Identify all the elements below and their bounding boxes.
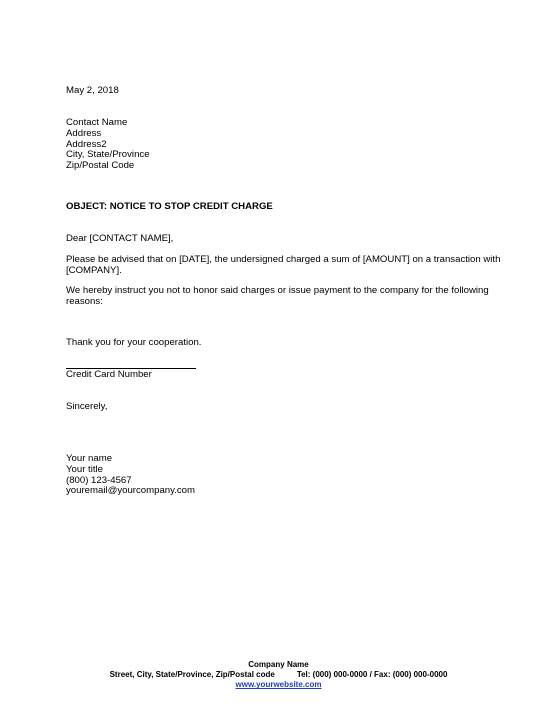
signature-email: youremail@yourcompany.com: [66, 485, 195, 497]
footer-address-contact: [0, 670, 557, 680]
footer-address: Street, City, State/Province, Zip/Postal code: [109, 670, 275, 680]
paragraph-2: [66, 285, 489, 308]
recipient-city-state: City, State/Province: [66, 149, 150, 161]
closing-block: [66, 402, 486, 413]
letter-date: May 2, 2018: [66, 85, 119, 96]
credit-card-label-block: [66, 370, 486, 381]
signature-block: [66, 454, 486, 497]
signature-title: Your title: [66, 463, 103, 475]
thanks-text: Thank you for your cooperation.: [66, 337, 202, 348]
footer-company-name: Company Name: [248, 660, 309, 669]
closing-text: Sincerely,: [66, 401, 108, 412]
footer-website-link[interactable]: www.yourwebsite.com: [235, 680, 322, 690]
recipient-address: [66, 118, 486, 172]
footer: [0, 660, 557, 691]
recipient-zip: Zip/Postal Code: [66, 160, 135, 172]
paragraph-2-line1: We hereby instruct you not to honor said charges or issue payment to the company for the following: [66, 285, 489, 296]
footer-contact: Tel: (000) 000-0000 / Fax: (000) 000-0000: [296, 670, 448, 680]
paragraph-1-line1: Please be advised that on [DATE], the undersigned charged a sum of [AMOUNT] on a transaction with: [66, 254, 501, 265]
credit-card-label: Credit Card Number: [66, 369, 152, 380]
signature-name: Your name: [66, 453, 113, 464]
recipient-name: Contact Name: [66, 117, 128, 128]
paragraph-1: [66, 254, 501, 277]
recipient-address-line2: Address2: [66, 138, 107, 150]
paragraph-2-line2: reasons:: [66, 295, 103, 307]
letter-date-block: [66, 86, 486, 97]
salutation-block: [66, 234, 486, 245]
thanks-block: [66, 338, 486, 349]
recipient-address-line1: Address: [66, 127, 102, 139]
letter-object-block: [66, 202, 486, 213]
letter-object: OBJECT: NOTICE TO STOP CREDIT CHARGE: [66, 201, 273, 212]
salutation: Dear [CONTACT NAME],: [66, 233, 174, 244]
signature-phone: (800) 123-4567: [66, 474, 132, 486]
paragraph-1-line2: [COMPANY].: [66, 264, 122, 276]
